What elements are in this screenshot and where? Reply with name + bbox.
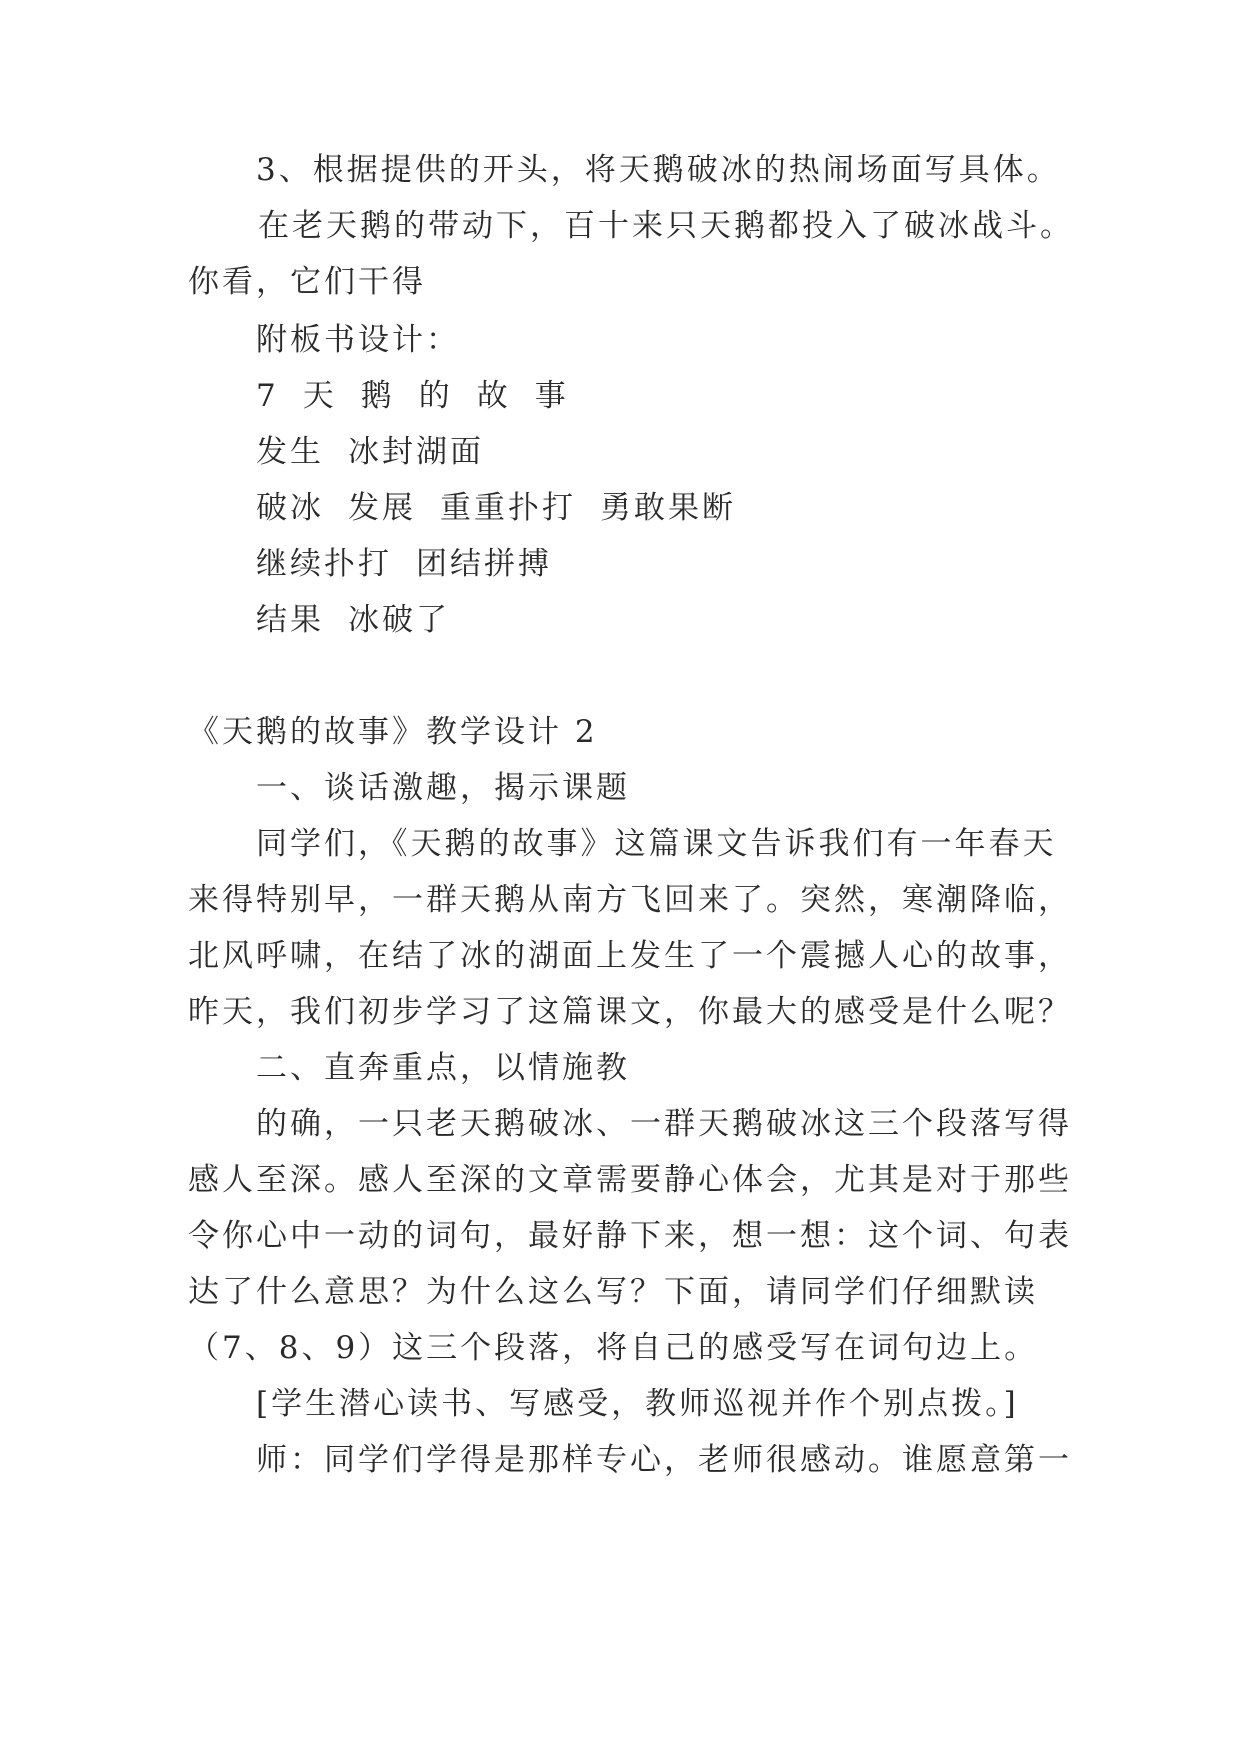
paragraph-line: 令你心中一动的词句，最好静下来，想一想：这个词、句表 <box>188 1218 1072 1254</box>
board-row <box>256 432 484 472</box>
paragraph-line: （7、8、9）这三个段落，将自己的感受写在词句边上。 <box>188 1330 1039 1366</box>
paragraph-line: 感人至深。感人至深的文章需要静心体会，尤其是对于那些 <box>188 1162 1072 1198</box>
paragraph-line: 达了什么意思？为什么这么写？下面，请同学们仔细默读 <box>188 1274 1038 1310</box>
teacher-line: 师：同学们学得是那样专心，老师很感动。谁愿意第一 <box>256 1442 1072 1478</box>
board-cell: 重重扑打 <box>440 490 576 526</box>
board-title-number: 7 <box>256 378 279 414</box>
board-cell: 结果 <box>256 602 324 638</box>
board-title-char: 故 <box>476 378 511 414</box>
paragraph-line: 的确，一只老天鹅破冰、一群天鹅破冰这三个段落写得 <box>256 1106 1072 1142</box>
prompt-line-2: 你看，它们干得 <box>188 264 426 300</box>
board-heading: 附板书设计： <box>256 322 460 358</box>
paragraph-line: 同学们，《天鹅的故事》这篇课文告诉我们有一年春天 <box>256 826 1057 862</box>
prompt-line-1: 在老天鹅的带动下，百十来只天鹅都投入了破冰战斗。 <box>258 208 1074 244</box>
part2-heading: 二、直奔重点，以情施教 <box>256 1050 630 1086</box>
board-cell: 团结拼搏 <box>416 546 552 582</box>
board-title <box>256 376 569 416</box>
paragraph-line: 昨天，我们初步学习了这篇课文，你最大的感受是什么呢？ <box>188 994 1072 1030</box>
part1-heading: 一、谈话激趣，揭示课题 <box>256 770 630 806</box>
board-title-char: 的 <box>418 378 453 414</box>
paragraph-line: 北风呼啸，在结了冰的湖面上发生了一个震撼人心的故事， <box>188 938 1072 974</box>
board-row <box>256 600 450 640</box>
board-cell: 发生 <box>256 434 324 470</box>
board-title-char: 天 <box>302 378 337 414</box>
board-title-char: 事 <box>534 378 569 414</box>
board-cell: 发展 <box>348 490 416 526</box>
paragraph-line: 来得特别早，一群天鹅从南方飞回来了。突然，寒潮降临， <box>188 882 1072 918</box>
board-row <box>256 544 552 584</box>
bracket-note: [学生潜心读书、写感受，教师巡视并作个别点拨。] <box>256 1386 1019 1422</box>
board-title-char: 鹅 <box>360 378 395 414</box>
section-title: 《天鹅的故事》教学设计 2 <box>188 714 598 750</box>
board-row <box>256 488 736 528</box>
board-cell: 冰破了 <box>348 602 450 638</box>
board-cell: 继续扑打 <box>256 546 392 582</box>
board-cell: 破冰 <box>256 490 324 526</box>
board-cell: 冰封湖面 <box>348 434 484 470</box>
board-cell: 勇敢果断 <box>600 490 736 526</box>
exercise-3: 3、根据提供的开头，将天鹅破冰的热闹场面写具体。 <box>256 152 1061 188</box>
